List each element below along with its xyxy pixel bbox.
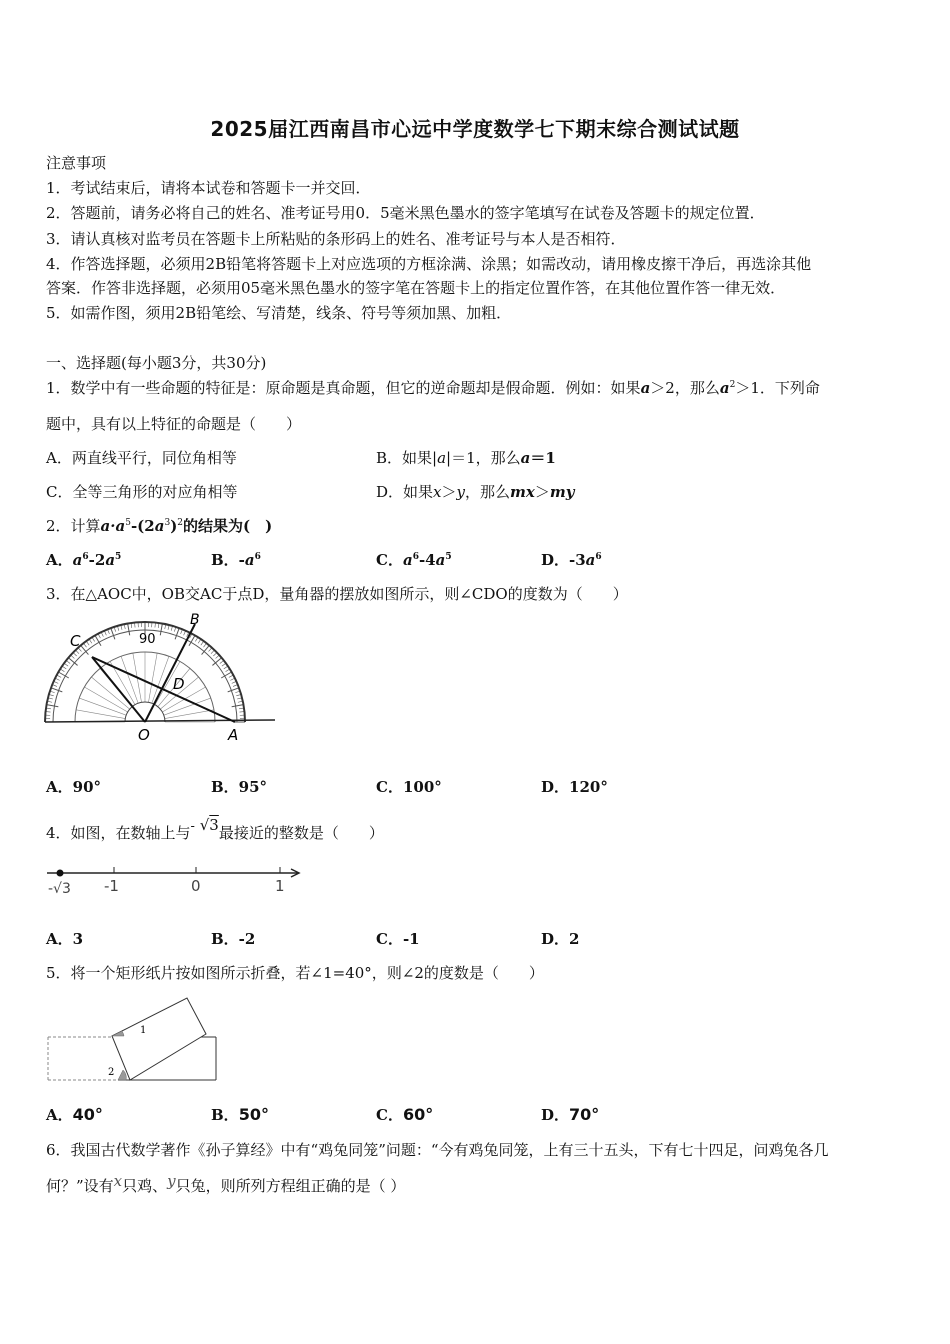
protractor-radial — [76, 710, 125, 719]
protractor-tick — [51, 688, 62, 692]
q2-option-d[interactable]: D．$-3a^6$ — [541, 551, 602, 569]
note-item: 4．作答选择题，必须用2B铅笔将答题卡上对应选项的方框涂满、涂黑；如需改动，请用橡皮擦干净后，再选涂其他 — [46, 255, 812, 273]
axis-label: -1 — [104, 877, 119, 895]
question-6-stem-cont: 何？”设有x只鸡、y只兔，则所列方程组正确的是（ ） — [46, 1172, 406, 1195]
q1-option-c[interactable]: C．全等三角形的对应角相等 — [46, 483, 238, 501]
page-title: 2025届江西南昌市心远中学度数学七下期末综合测试试题 — [210, 117, 740, 141]
q5-option-a[interactable]: A．40° — [46, 1105, 103, 1124]
point-minus-sqrt3 — [57, 870, 64, 877]
note-item: 3．请认真核对监考员在答题卡上所粘贴的条形码上的姓名、准考证号与本人是否相符． — [46, 230, 626, 248]
q4-option-a[interactable]: A．3 — [46, 930, 84, 948]
label-c: C — [70, 632, 81, 650]
q2-option-b[interactable]: B．$-a^6$ — [211, 551, 261, 569]
note-item: 5．如需作图，须用2B铅笔绘、写清楚，线条、符号等须加黑、加粗． — [46, 304, 512, 322]
question-1-stem: 1．数学中有一些命题的特征是：原命题是真命题，但它的逆命题却是假命题．例如：如果a＞2，那么$a^2>1$．下列命 — [46, 379, 820, 397]
note-item: 1．考试结束后，请将本试卷和答题卡一并交回． — [46, 179, 371, 197]
protractor-radial — [84, 687, 127, 712]
q3-option-b[interactable]: B．95° — [211, 778, 268, 796]
protractor-tick — [228, 688, 239, 692]
q3-option-c[interactable]: C．100° — [376, 778, 442, 796]
question-4-stem: 4．如图，在数轴上与- √3最接近的整数是（ ） — [46, 816, 384, 842]
folded-rectangle-figure — [44, 994, 224, 1086]
notes-heading: 注意事项 — [46, 154, 107, 172]
protractor-tick — [47, 705, 59, 707]
q1-option-b[interactable]: B．如果|a|＝1，那么a＝1 — [376, 449, 556, 467]
section-heading: 一、选择题(每小题3分，共30分) — [46, 354, 267, 372]
q1-option-d[interactable]: D．如果x＞y，那么mx＞my — [376, 483, 575, 501]
protractor-radial — [165, 710, 214, 719]
protractor-tick — [175, 628, 179, 639]
q4-option-d[interactable]: D．2 — [541, 930, 580, 948]
axis-label: 0 — [191, 877, 201, 895]
note-item: 2．答题前，请务必将自己的姓名、准考证号用0．5毫米黑色墨水的签字笔填写在试卷及答题卡的规定位置． — [46, 204, 765, 222]
number-line-figure — [42, 862, 304, 898]
protractor-tick — [128, 624, 130, 636]
protractor-tick — [160, 624, 162, 636]
folded-flap — [112, 998, 206, 1080]
label-d: D — [173, 675, 185, 693]
q2-option-c[interactable]: C．$a^6-4a^5$ — [376, 551, 452, 569]
q4-option-c[interactable]: C．-1 — [376, 930, 420, 948]
question-1-stem-cont: 题中，具有以上特征的命题是（ ） — [46, 415, 302, 433]
axis-label: -√3 — [48, 881, 71, 897]
question-6-stem: 6．我国古代数学著作《孙子算经》中有“鸡兔同笼”问题：“今有鸡兔同笼，上有三十五头，下有七十四足，问鸡兔各几 — [46, 1141, 829, 1159]
angle-1-mark — [112, 1031, 124, 1036]
label-a: A — [228, 726, 239, 744]
q5-option-d[interactable]: D．70° — [541, 1105, 600, 1124]
note-item: 答案．作答非选择题，必须用05毫米黑色墨水的签字笔在答题卡上的指定位置作答，在其他位置作答一律无效． — [46, 279, 786, 297]
protractor-figure — [40, 612, 280, 747]
label-o: O — [138, 726, 150, 744]
protractor-tick — [111, 628, 115, 639]
sqrt3-expression: √3 — [199, 816, 219, 834]
angle-2-mark — [118, 1070, 126, 1080]
q5-option-b[interactable]: B．50° — [211, 1105, 269, 1124]
q5-option-c[interactable]: C．60° — [376, 1105, 434, 1124]
q3-option-d[interactable]: D．120° — [541, 778, 608, 796]
question-3-stem: 3．在△AOC中，OB交AC于点D，量角器的摆放如图所示，则∠CDO的度数为（ ） — [46, 585, 628, 603]
q4-option-b[interactable]: B．-2 — [211, 930, 256, 948]
protractor-tick — [232, 705, 244, 707]
q1-option-a[interactable]: A．两直线平行，同位角相等 — [46, 449, 237, 467]
question-2-stem: 2．计算$a\cdot a^5-(2a^3)^2$的结果为( ) — [46, 517, 273, 535]
label-angle-1: 1 — [140, 1025, 147, 1036]
axis-label: 1 — [275, 877, 285, 895]
label-b: B — [190, 612, 200, 628]
segment-ca — [92, 657, 235, 722]
protractor-radial — [148, 653, 157, 702]
label-90: 90 — [139, 632, 156, 647]
q2-option-a[interactable]: A．$a^6-2a^5$ — [46, 551, 122, 569]
label-angle-2: 2 — [108, 1067, 115, 1078]
q3-option-a[interactable]: A．90° — [46, 778, 102, 796]
question-5-stem: 5．将一个矩形纸片按如图所示折叠，若∠1=40°，则∠2的度数是（ ） — [46, 964, 544, 982]
